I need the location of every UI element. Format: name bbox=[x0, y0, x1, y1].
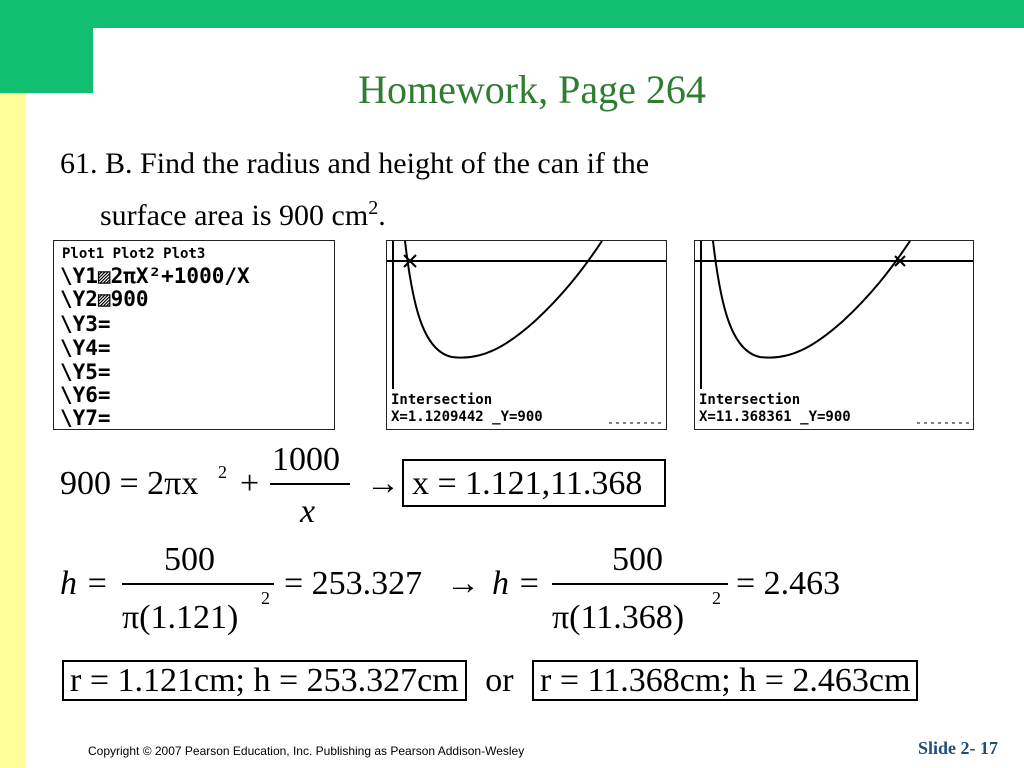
equation-heights bbox=[56, 538, 876, 648]
h1-result: = 253.327 bbox=[284, 565, 423, 602]
problem-line-2: surface area is 900 $cm^2$. bbox=[100, 197, 386, 232]
eq1-numerator: 1000 bbox=[272, 441, 340, 478]
intersection-result: X=11.368361 _Y=900 bbox=[699, 409, 851, 425]
answer-1: r = 1.121cm; h = 253.327cm bbox=[62, 660, 467, 701]
h2-square: 2 bbox=[712, 588, 721, 608]
copyright-footer: Copyright © 2007 Pearson Education, Inc. Publishing as Pearson Addison-Wesley bbox=[88, 744, 525, 758]
h2-result: = 2.463 bbox=[736, 565, 841, 602]
slide-number: Slide 2- 17 bbox=[917, 738, 998, 758]
eq1-square: 2 bbox=[218, 462, 227, 482]
eq1-plus: + bbox=[240, 465, 260, 502]
intersection-label: Intersection bbox=[699, 392, 801, 408]
y4-line: \Y4= bbox=[60, 336, 111, 360]
h2-numerator: 500 bbox=[612, 541, 663, 578]
curve bbox=[405, 241, 602, 358]
eq1-denominator: x bbox=[300, 493, 316, 530]
y5-line: \Y5= bbox=[60, 360, 111, 384]
y7-line: \Y7= bbox=[60, 406, 111, 430]
answer-2: r = 11.368cm; h = 2.463cm bbox=[532, 660, 918, 701]
plot-header: Plot1 Plot2 Plot3 bbox=[62, 246, 206, 262]
slide-title: Homework, Page 264 bbox=[358, 67, 706, 112]
calculator-y-editor-screen bbox=[53, 240, 335, 430]
eq1-solution: x = 1.121,11.368 bbox=[412, 465, 643, 502]
h2-denominator: π(11.368) bbox=[552, 599, 685, 636]
y2-line: \Y2▨900 bbox=[60, 287, 149, 311]
top-accent-bar bbox=[0, 0, 1024, 28]
intersection-label: Intersection bbox=[391, 392, 493, 408]
curve bbox=[713, 241, 910, 358]
problem-line-1: 61. B. Find the radius and height of the can if the bbox=[60, 147, 650, 180]
y1-line: \Y1▨2πX²+1000/X bbox=[60, 264, 250, 288]
h1-label: h = bbox=[60, 565, 109, 602]
h2-label: h = bbox=[492, 565, 541, 602]
intersection-result: X=1.1209442 _Y=900 bbox=[391, 409, 543, 425]
y3-line: \Y3= bbox=[60, 312, 111, 336]
eq1-left: 900 = 2πx bbox=[60, 465, 199, 502]
arrow-2: → bbox=[446, 565, 480, 602]
graph-screen-1 bbox=[386, 240, 667, 430]
graph-screen-2 bbox=[694, 240, 974, 430]
equation-intersection bbox=[56, 438, 676, 530]
y6-line: \Y6= bbox=[60, 383, 111, 407]
h1-square: 2 bbox=[261, 588, 270, 608]
problem-statement bbox=[60, 142, 960, 238]
answer-row bbox=[62, 662, 918, 700]
h1-numerator: 500 bbox=[164, 541, 215, 578]
h1-denominator: π(1.121) bbox=[122, 599, 239, 636]
arrow: → bbox=[366, 465, 400, 502]
left-accent-bar bbox=[0, 0, 26, 768]
or-label: or bbox=[485, 662, 514, 699]
